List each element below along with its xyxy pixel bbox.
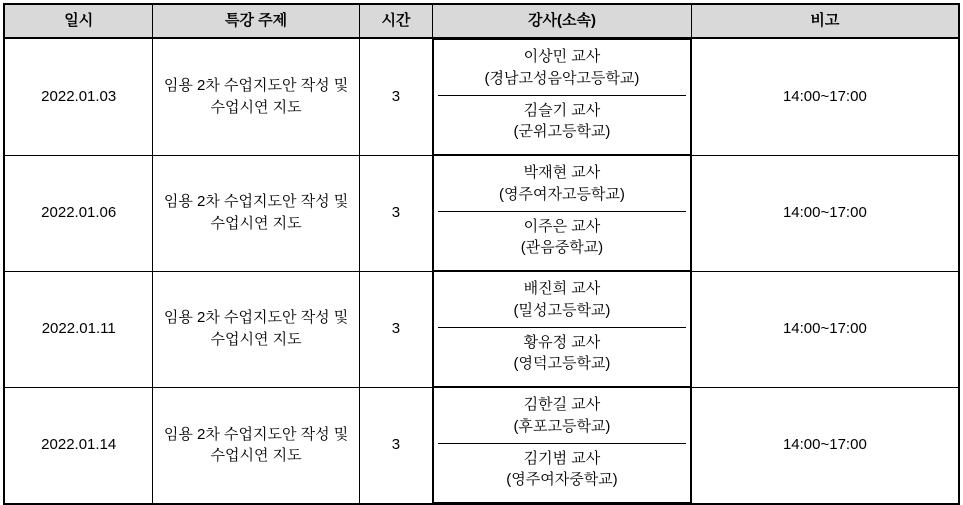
cell-date: 2022.01.03	[4, 38, 153, 155]
cell-hours: 3	[359, 155, 432, 271]
lecturer-name: 배진희 교사	[523, 280, 601, 297]
cell-date: 2022.01.11	[4, 271, 153, 387]
cell-hours: 3	[359, 38, 432, 155]
schedule-table	[3, 3, 960, 505]
lecturer-entry	[438, 42, 686, 96]
lecturer-name: 김기범 교사	[523, 449, 601, 467]
table-header	[4, 4, 959, 38]
cell-topic: 임용 2차 수업지도안 작성 및 수업시연 지도	[153, 387, 359, 504]
lecturer-name: 김슬기 교사	[523, 101, 601, 119]
lecturer-entry	[438, 444, 686, 497]
cell-note: 14:00~17:00	[691, 155, 959, 271]
lecturer-name: 황유정 교사	[523, 333, 601, 351]
cell-topic: 임용 2차 수업지도안 작성 및 수업시연 지도	[153, 271, 359, 387]
table-row	[4, 155, 959, 271]
lecturer-org: (영덕고등학교)	[513, 355, 611, 373]
cell-note: 14:00~17:00	[691, 38, 959, 155]
lecturer-name: 이주은 교사	[523, 217, 601, 235]
lecturer-name: 이상민 교사	[523, 48, 601, 65]
column-header-lecturer: 강사(소속)	[433, 4, 692, 38]
lecturer-entry	[438, 212, 686, 265]
lecturer-org: (영주여자고등학교)	[499, 185, 625, 203]
lecturer-org: (관음중학교)	[520, 239, 604, 257]
lecturer-org: (후포고등학교)	[513, 417, 611, 435]
column-header-note: 비고	[691, 4, 959, 38]
cell-lecturers	[433, 39, 691, 155]
lecturer-entry	[438, 274, 686, 328]
lecturer-entry	[438, 328, 686, 381]
cell-lecturers	[433, 387, 691, 503]
column-header-date: 일시	[4, 4, 153, 38]
cell-hours: 3	[359, 387, 432, 504]
cell-note: 14:00~17:00	[691, 271, 959, 387]
lecturer-name: 김한길 교사	[523, 396, 601, 413]
table-body	[4, 38, 959, 504]
cell-date: 2022.01.14	[4, 387, 153, 504]
cell-lecturers	[433, 271, 691, 387]
lecturer-entry	[438, 390, 686, 444]
cell-hours: 3	[359, 271, 432, 387]
cell-lecturers	[433, 155, 691, 271]
table-row	[4, 271, 959, 387]
lecturer-org: (경남고성음악고등학교)	[484, 69, 640, 87]
lecturer-org: (영주여자중학교)	[506, 471, 618, 489]
cell-note: 14:00~17:00	[691, 387, 959, 504]
lecturer-entry	[438, 96, 686, 149]
column-header-hours: 시간	[359, 4, 432, 38]
lecturer-name: 박재현 교사	[523, 164, 601, 181]
column-header-topic: 특강 주제	[153, 4, 359, 38]
cell-topic: 임용 2차 수업지도안 작성 및 수업시연 지도	[153, 38, 359, 155]
header-row	[4, 4, 959, 38]
cell-topic: 임용 2차 수업지도안 작성 및 수업시연 지도	[153, 155, 359, 271]
lecturer-entry	[438, 158, 686, 212]
cell-date: 2022.01.06	[4, 155, 153, 271]
table-row	[4, 38, 959, 155]
lecturer-org: (밀성고등학교)	[513, 301, 611, 319]
table-row	[4, 387, 959, 504]
lecturer-org: (군위고등학교)	[513, 123, 611, 141]
